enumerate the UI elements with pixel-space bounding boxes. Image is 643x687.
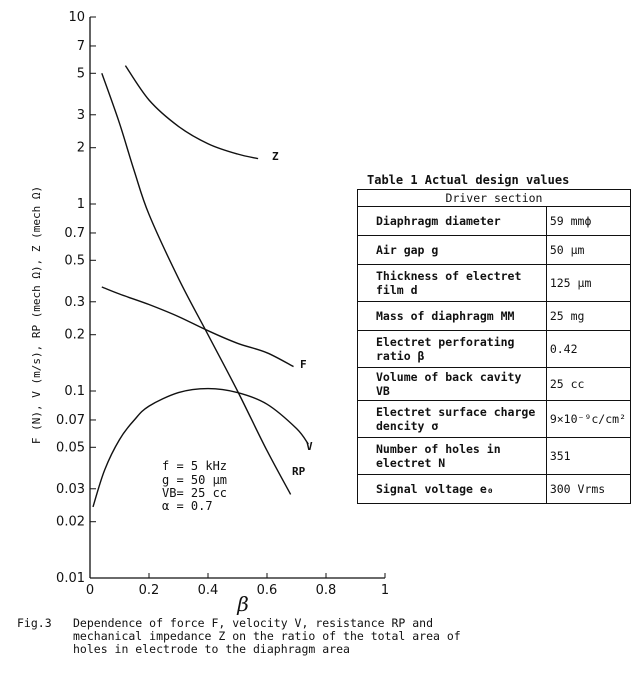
- table-param-cell: Thickness of electret film d: [358, 265, 547, 302]
- table-value-cell: 25 cc: [546, 368, 630, 401]
- table-row: [358, 265, 631, 302]
- y-axis-label: F (N), V (m/s), RP (mech Ω), Z (mech Ω): [30, 185, 43, 445]
- table-param-cell: Air gap g: [358, 236, 547, 265]
- table-section-header: Driver section: [358, 190, 631, 207]
- table-value-cell: 0.42: [546, 331, 630, 368]
- curve-f: [102, 287, 294, 367]
- caption-label: Fig.3: [17, 616, 52, 630]
- y-tick-label: 0.01: [56, 571, 85, 586]
- table-value-cell: 300 Vrms: [546, 475, 630, 504]
- table-row: [358, 368, 631, 401]
- x-tick-label: 0.4: [197, 583, 219, 598]
- design-values-table: [357, 189, 631, 504]
- y-tick-label: 0.5: [64, 253, 85, 269]
- y-tick-label: 0.07: [56, 412, 85, 428]
- x-tick-label: 1: [380, 583, 390, 598]
- table-row: [358, 401, 631, 438]
- curve-labels: [272, 150, 313, 478]
- table-row: [358, 236, 631, 265]
- y-tick-label: 0.02: [56, 514, 85, 530]
- curve-label-z: Z: [272, 150, 279, 163]
- table-row: [358, 331, 631, 368]
- table-value-cell: 25 mg: [546, 302, 630, 331]
- curve-label-v: V: [306, 440, 313, 453]
- y-tick-label: 3: [76, 107, 85, 123]
- y-tick-label: 0.2: [64, 327, 85, 343]
- table-value-cell: 125 μm: [546, 265, 630, 302]
- table-title: Table 1 Actual design values: [367, 173, 570, 187]
- table-param-cell: Diaphragm diameter: [358, 207, 547, 236]
- table-param-cell: Volume of back cavity VB: [358, 368, 547, 401]
- curve-label-f: F: [300, 358, 307, 371]
- design-values-table-block: [357, 173, 631, 504]
- param-annotation: f = 5 kHz: [162, 459, 228, 473]
- curves: [93, 66, 308, 507]
- x-axis-label: β: [237, 592, 249, 616]
- y-tick-label: 0.05: [56, 440, 85, 456]
- axes: [90, 17, 385, 578]
- x-tick-label: 0.2: [138, 583, 160, 598]
- table-value-cell: 9×10⁻⁹c/cm²: [546, 401, 630, 438]
- table-section-row: [358, 190, 631, 207]
- table-param-cell: Electret perforating ratio β: [358, 331, 547, 368]
- table-row: [358, 475, 631, 504]
- curve-label-rp: RP: [292, 465, 306, 478]
- caption-text: Dependence of force F, velocity V, resistance RP and mechanical impedance Z on the ratio of the total area of holes in electrode to the diaphragm area: [73, 616, 461, 656]
- table-value-cell: 59 mmϕ: [546, 207, 630, 236]
- param-annotation: α = 0.7: [162, 499, 213, 513]
- table-row: [358, 207, 631, 236]
- y-tick-label: 10: [68, 10, 85, 25]
- y-tick-label: 0.3: [64, 294, 85, 310]
- table-row: [358, 438, 631, 475]
- table-row: [358, 302, 631, 331]
- parameter-annotations: [162, 459, 227, 513]
- y-tick-label: 1: [76, 197, 85, 212]
- table-param-cell: Number of holes in electret N: [358, 438, 547, 475]
- y-tick-label: 0.03: [56, 481, 85, 497]
- curve-z: [125, 66, 258, 159]
- y-tick-label: 7: [76, 38, 85, 54]
- x-tick-label: 0.8: [315, 583, 337, 598]
- table-param-cell: Signal voltage e₀: [358, 475, 547, 504]
- table-value-cell: 50 μm: [546, 236, 630, 265]
- curve-rp: [102, 73, 291, 494]
- param-annotation: g = 50 μm: [162, 473, 228, 487]
- table-param-cell: Electret surface charge dencity σ: [358, 401, 547, 438]
- table-param-cell: Mass of diaphragm MM: [358, 302, 547, 331]
- y-tick-label: 2: [76, 140, 85, 156]
- y-tick-label: 5: [76, 66, 85, 82]
- y-tick-label: 0.7: [64, 225, 85, 241]
- x-tick-label: 0: [85, 583, 95, 598]
- y-tick-label: 0.1: [64, 384, 85, 399]
- table-value-cell: 351: [546, 438, 630, 475]
- x-tick-label: 0.6: [256, 583, 278, 598]
- param-annotation: VB= 25 cc: [162, 486, 228, 500]
